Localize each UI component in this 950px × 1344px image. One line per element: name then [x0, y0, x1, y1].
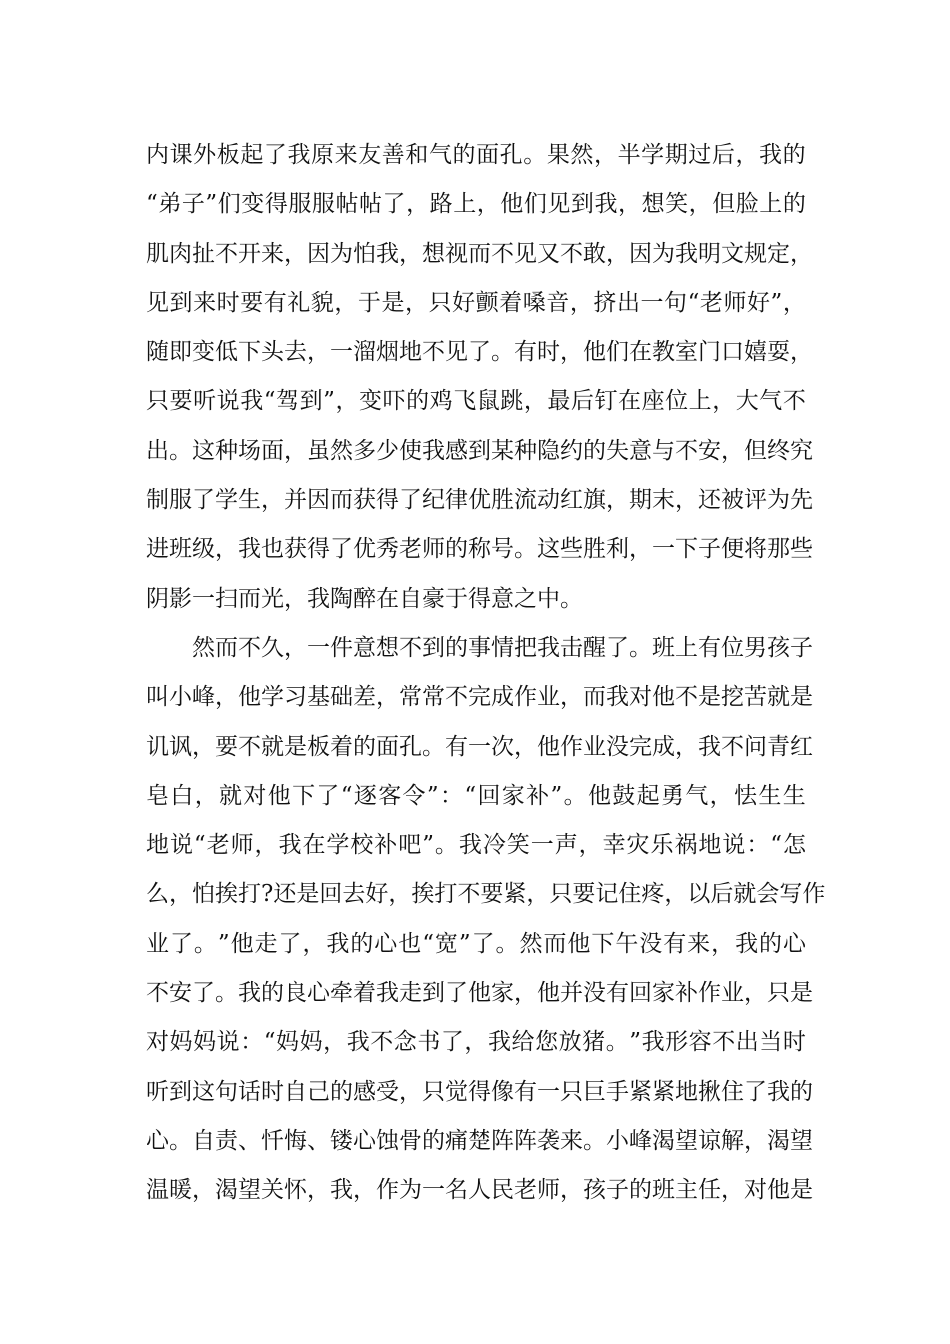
document-body [146, 131, 826, 1216]
text-line: 出 。 这 种 场 面 ， 虽 然 多 少 使 我 感 到 某 种 隐 约 的 失 意 与 不 安 ， 但 终 究 [146, 437, 813, 464]
text-line: 地 说 “ 老 师 ， 我 在 学 校 补 吧 ” 。 我 冷 笑 一 声 ， 幸 灾 乐 祸 地 说 ： “ 怎 [146, 832, 806, 859]
text-line: 讥 讽 ， 要 不 就 是 板 着 的 面 孔 。 有 一 次 ， 他 作 业 没 完 成 ， 我 不 问 青 红 [146, 733, 813, 760]
paragraph-first-line: 然 而 不 久 ， 一 件 意 想 不 到 的 事 情 把 我 击 醒 了 。 班 上 有 位 男 孩 子 [192, 634, 813, 661]
text-line: 肌 肉 扯 不 开 来 ， 因 为 怕 我 ， 想 视 而 不 见 又 不 敢 ， 因 为 我 明 文 规 定 ， [146, 240, 813, 267]
text-line: 不 安 了 。 我 的 良 心 牵 着 我 走 到 了 他 家 ， 他 并 没 有 回 家 补 作 业 ， 只 是 [146, 980, 813, 1007]
text-line: “ 弟 子 ” 们 变 得 服 服 帖 帖 了 ， 路 上 ， 他 们 见 到 我 ， 想 笑 ， 但 脸 上 的 [146, 191, 806, 218]
text-line: 随 即 变 低 下 头 去 ， 一 溜 烟 地 不 见 了 。 有 时 ， 他 们 在 教 室 门 口 嬉 耍 ， [146, 339, 813, 366]
text-line: 内 课 外 板 起 了 我 原 来 友 善 和 气 的 面 孔 。 果 然 ， 半 学 期 过 后 ， 我 的 [146, 142, 806, 168]
text-line: 制 服 了 学 生 ， 并 因 而 获 得 了 纪 律 优 胜 流 动 红 旗 ， 期 末 ， 还 被 评 为 先 [146, 487, 813, 514]
text-line: 业 了 。 ” 他 走 了 ， 我 的 心 也 “ 宽 ” 了 。 然 而 他 下 午 没 有 来 ， 我 的 心 [146, 930, 806, 957]
text-line: 叫 小 峰 ， 他 学 习 基 础 差 ， 常 常 不 完 成 作 业 ， 而 我 对 他 不 是 挖 苦 就 是 [146, 684, 813, 711]
text-line: 见 到 来 时 要 有 礼 貌 ， 于 是 ， 只 好 颤 着 嗓 音 ， 挤 出 一 句 “ 老 师 好 ” ， [146, 289, 806, 316]
text-line: 听 到 这 句 话 时 自 己 的 感 受 ， 只 觉 得 像 有 一 只 巨 手 紧 紧 地 揪 住 了 我 的 [146, 1078, 813, 1105]
text-line: 只 要 听 说 我 “ 驾 到 ” ， 变 吓 的 鸡 飞 鼠 跳 ， 最 后 钉 在 座 位 上 ， 大 气 不 [146, 388, 806, 415]
text-line: 阴影一扫而光，我陶醉在自豪于得意之中。 [146, 585, 583, 612]
text-line: 皂 白 ， 就 对 他 下 了 “ 逐 客 令 ” ： “ 回 家 补 ” 。 他 鼓 起 勇 气 ， 怯 生 生 [146, 782, 806, 809]
text-line: 么 ， 怕 挨 打 ? 还 是 回 去 好 ， 挨 打 不 要 紧 ， 只 要 记 住 疼 ， 以 后 就 会 写 作 [146, 881, 826, 908]
text-line: 心 。 自 责 、 忏 悔 、 镂 心 蚀 骨 的 痛 楚 阵 阵 袭 来 。 小 峰 渴 望 谅 解 ， 渴 望 [146, 1127, 813, 1154]
text-line: 温 暖 ， 渴 望 关 怀 ， 我 ， 作 为 一 名 人 民 老 师 ， 孩 子 的 班 主 任 ， 对 他 是 [146, 1177, 813, 1204]
text-line: 进 班 级 ， 我 也 获 得 了 优 秀 老 师 的 称 号 。 这 些 胜 利 ， 一 下 子 便 将 那 些 [146, 536, 813, 563]
text-line: 对 妈 妈 说 ： “ 妈 妈 ， 我 不 念 书 了 ， 我 给 您 放 猪 。 ” 我 形 容 不 出 当 时 [146, 1029, 806, 1056]
